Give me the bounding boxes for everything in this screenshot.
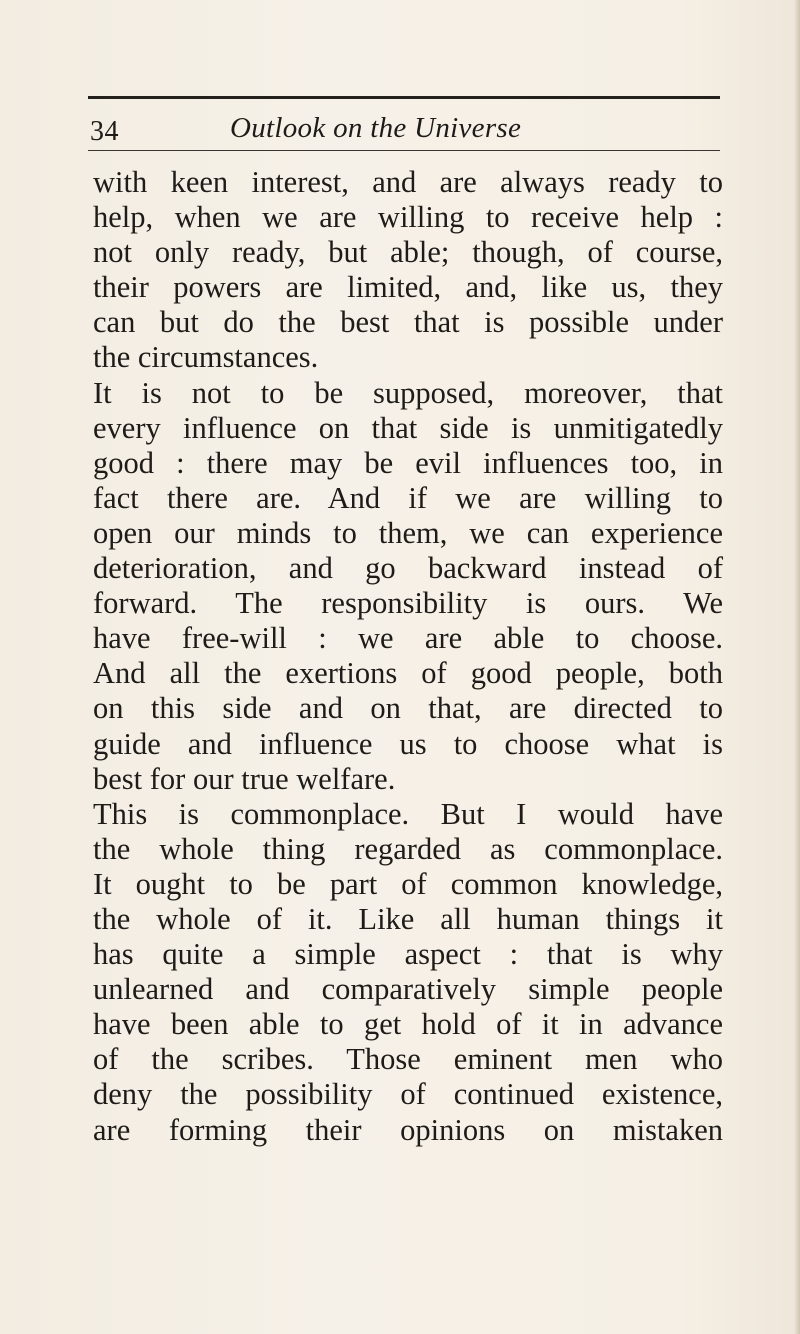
text-line: help, when we are willing to receive help :: [93, 200, 723, 235]
page-edge-shadow: [794, 0, 800, 1334]
text-line: on this side and on that, are directed to: [93, 691, 723, 726]
text-line: And all the exertions of good people, both: [93, 656, 723, 691]
text-line: deterioration, and go backward instead of: [93, 551, 723, 586]
text-line: guide and influence us to choose what is: [93, 726, 723, 761]
text-line: It is not to be supposed, moreover, that: [93, 375, 723, 410]
text-line: best for our true welfare.: [93, 761, 396, 796]
text-line: open our minds to them, we can experience: [93, 515, 723, 550]
page-header: [90, 112, 720, 152]
text-line: has quite a simple aspect : that is why: [93, 937, 723, 972]
text-line: unlearned and comparatively simple people: [93, 972, 723, 1007]
text-line: the whole of it. Like all human things it: [93, 901, 723, 936]
text-line: good : there may be evil influences too, in: [93, 445, 723, 480]
header-bottom-rule: [88, 150, 720, 151]
text-line: fact there are. And if we are willing to: [93, 480, 723, 515]
text-line: the circumstances.: [93, 340, 319, 375]
body-text: [93, 165, 723, 1148]
text-line: their powers are limited, and, like us, they: [93, 270, 723, 305]
page-number: 34: [90, 116, 119, 147]
text-line: deny the possibility of continued existence,: [93, 1077, 723, 1112]
running-title: Outlook on the Universe: [230, 112, 522, 144]
text-line: have been able to get hold of it in advance: [93, 1007, 723, 1042]
text-line: the whole thing regarded as commonplace.: [93, 831, 723, 866]
text-line: with keen interest, and are always ready to: [93, 165, 723, 199]
text-line: have free-will : we are able to choose.: [93, 621, 723, 656]
text-line: This is commonplace. But I would have: [93, 796, 723, 831]
text-line: of the scribes. Those eminent men who: [93, 1042, 723, 1077]
text-line: It ought to be part of common knowledge,: [93, 866, 723, 901]
text-line: forward. The responsibility is ours. We: [93, 586, 723, 621]
header-top-rule: [88, 96, 720, 99]
text-line: every influence on that side is unmitigatedly: [93, 410, 723, 445]
text-line: are forming their opinions on mistaken: [93, 1112, 723, 1147]
text-line: not only ready, but able; though, of course,: [93, 235, 723, 270]
text-line: can but do the best that is possible under: [93, 305, 723, 340]
